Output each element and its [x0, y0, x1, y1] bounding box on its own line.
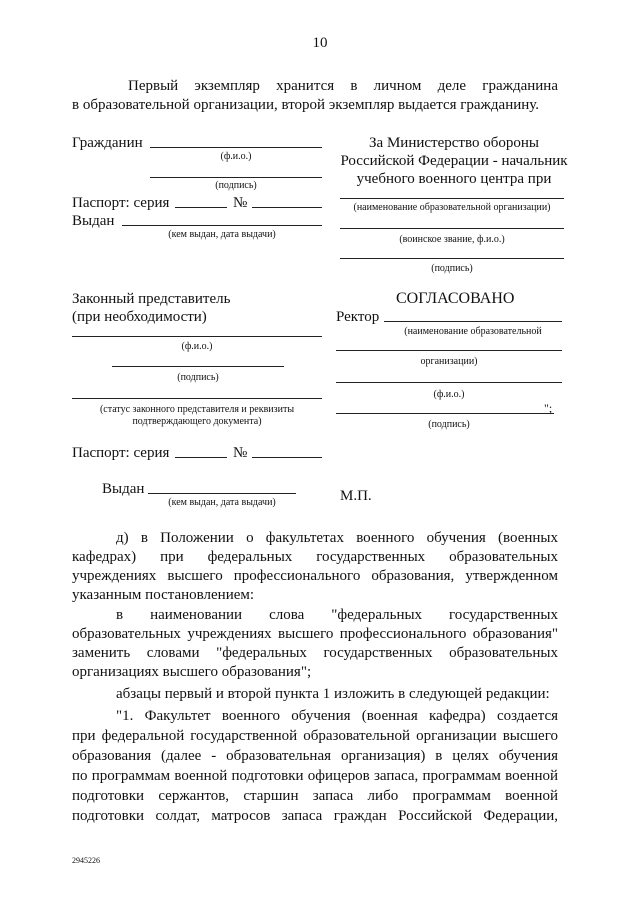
citizen-passport-series-line [175, 207, 227, 208]
intro-line-1: Первый экземпляр хранится в личном деле гражданина [128, 78, 558, 94]
ministry-signature-line [340, 258, 564, 259]
ministry-signature-caption: (подпись) [431, 263, 473, 274]
citizen-name-line [150, 147, 322, 148]
rector-signature-line [336, 413, 554, 414]
ministry-line-3: учебного военного центра при [356, 171, 552, 187]
citizen-passport-number-line [252, 207, 322, 208]
body-p2-line-1: в наименовании слова "федеральных государственных [116, 607, 558, 623]
body-p2-line-2: образовательных учреждениях высшего профессионального образования" [72, 626, 558, 642]
body-p1-line-1: д) в Положении о факультетах военного обучения (военных [116, 530, 558, 546]
representative-issued-line [148, 493, 296, 494]
body-p4-line-6: подготовки солдат, матросов запаса граждан Российской Федерации, [72, 808, 558, 824]
ministry-rank-line [340, 228, 564, 229]
body-p4-line-4: по программам военной подготовки офицеров запаса, программам военной [72, 768, 558, 784]
rector-fio-line [336, 382, 562, 383]
representative-passport-number-line [252, 457, 322, 458]
representative-signature-line [112, 366, 284, 367]
ministry-line-1: За Министерство обороны [369, 135, 539, 151]
citizen-issued-caption: (кем выдан, дата выдачи) [168, 229, 276, 240]
citizen-fio-caption: (ф.и.о.) [220, 151, 252, 162]
body-p2-line-3: заменить словами "федеральных государственных образовательных [72, 645, 558, 661]
body-p1-line-2: кафедрах) при федеральных государственных образовательных [72, 549, 558, 565]
representative-signature-caption: (подпись) [177, 372, 219, 383]
body-p2-line-4: организациях высшего образования"; [72, 664, 312, 680]
rector-signature-caption: (подпись) [428, 419, 470, 430]
body-p4-line-3: образования (далее - образовательная организация) в целях обучения [72, 748, 558, 764]
ministry-org-line [340, 198, 564, 199]
rector-org-caption-1: (наименование образовательной [404, 326, 542, 337]
citizen-number-sign: № [233, 195, 248, 211]
representative-status-caption-1: (статус законного представителя и реквизиты [99, 404, 295, 415]
citizen-signature-line [150, 177, 322, 178]
representative-label-2: (при необходимости) [72, 309, 207, 325]
representative-fio-caption: (ф.и.о.) [181, 341, 213, 352]
citizen-issued-label: Выдан [72, 213, 115, 229]
page-number: 10 [312, 35, 328, 51]
agreed-title: СОГЛАСОВАНО [396, 290, 515, 307]
representative-label-1: Законный представитель [72, 291, 231, 307]
body-p3-line-1: абзацы первый и второй пункта 1 изложить в следующей редакции: [116, 686, 550, 702]
intro-line-2: в образовательной организации, второй экземпляр выдается гражданину. [72, 97, 540, 113]
stamp-placeholder: М.П. [340, 488, 372, 504]
body-p4-line-5: подготовки сержантов, старшин запаса либо программам военной [72, 788, 558, 804]
representative-issued-caption: (кем выдан, дата выдачи) [168, 497, 276, 508]
citizen-signature-caption: (подпись) [215, 180, 257, 191]
representative-status-caption-2: подтверждающего документа) [132, 416, 262, 427]
body-p4-line-2: при федеральной государственной образовательной организации высшего [72, 728, 558, 744]
body-p1-line-3: учреждениях высшего профессионального образования, утвержденном [72, 568, 558, 584]
rector-org-line [384, 321, 562, 322]
closing-quote-mark: "; [544, 401, 553, 415]
representative-issued-label: Выдан [102, 481, 145, 497]
representative-passport-series-line [175, 457, 227, 458]
representative-passport-label: Паспорт: серия [72, 445, 170, 461]
rector-fio-caption: (ф.и.о.) [433, 389, 465, 400]
rector-org-line-2 [336, 350, 562, 351]
representative-status-line [72, 398, 322, 399]
body-p1-line-4: указанным постановлением: [72, 587, 255, 603]
citizen-passport-label: Паспорт: серия [72, 195, 170, 211]
representative-fio-line [72, 336, 322, 337]
ministry-rank-caption: (воинское звание, ф.и.о.) [399, 234, 505, 245]
rector-label: Ректор [336, 309, 380, 325]
body-p4-line-1: "1. Факультет военного обучения (военная кафедра) создается [116, 708, 558, 724]
citizen-issued-line [122, 225, 322, 226]
footer-document-code: 2945226 [72, 856, 100, 865]
rector-org-caption-2: организации) [420, 356, 478, 367]
representative-number-sign: № [233, 445, 248, 461]
citizen-label: Гражданин [72, 135, 143, 151]
ministry-org-caption: (наименование образовательной организации) [353, 202, 551, 213]
ministry-line-2: Российской Федерации - начальник [340, 153, 568, 169]
